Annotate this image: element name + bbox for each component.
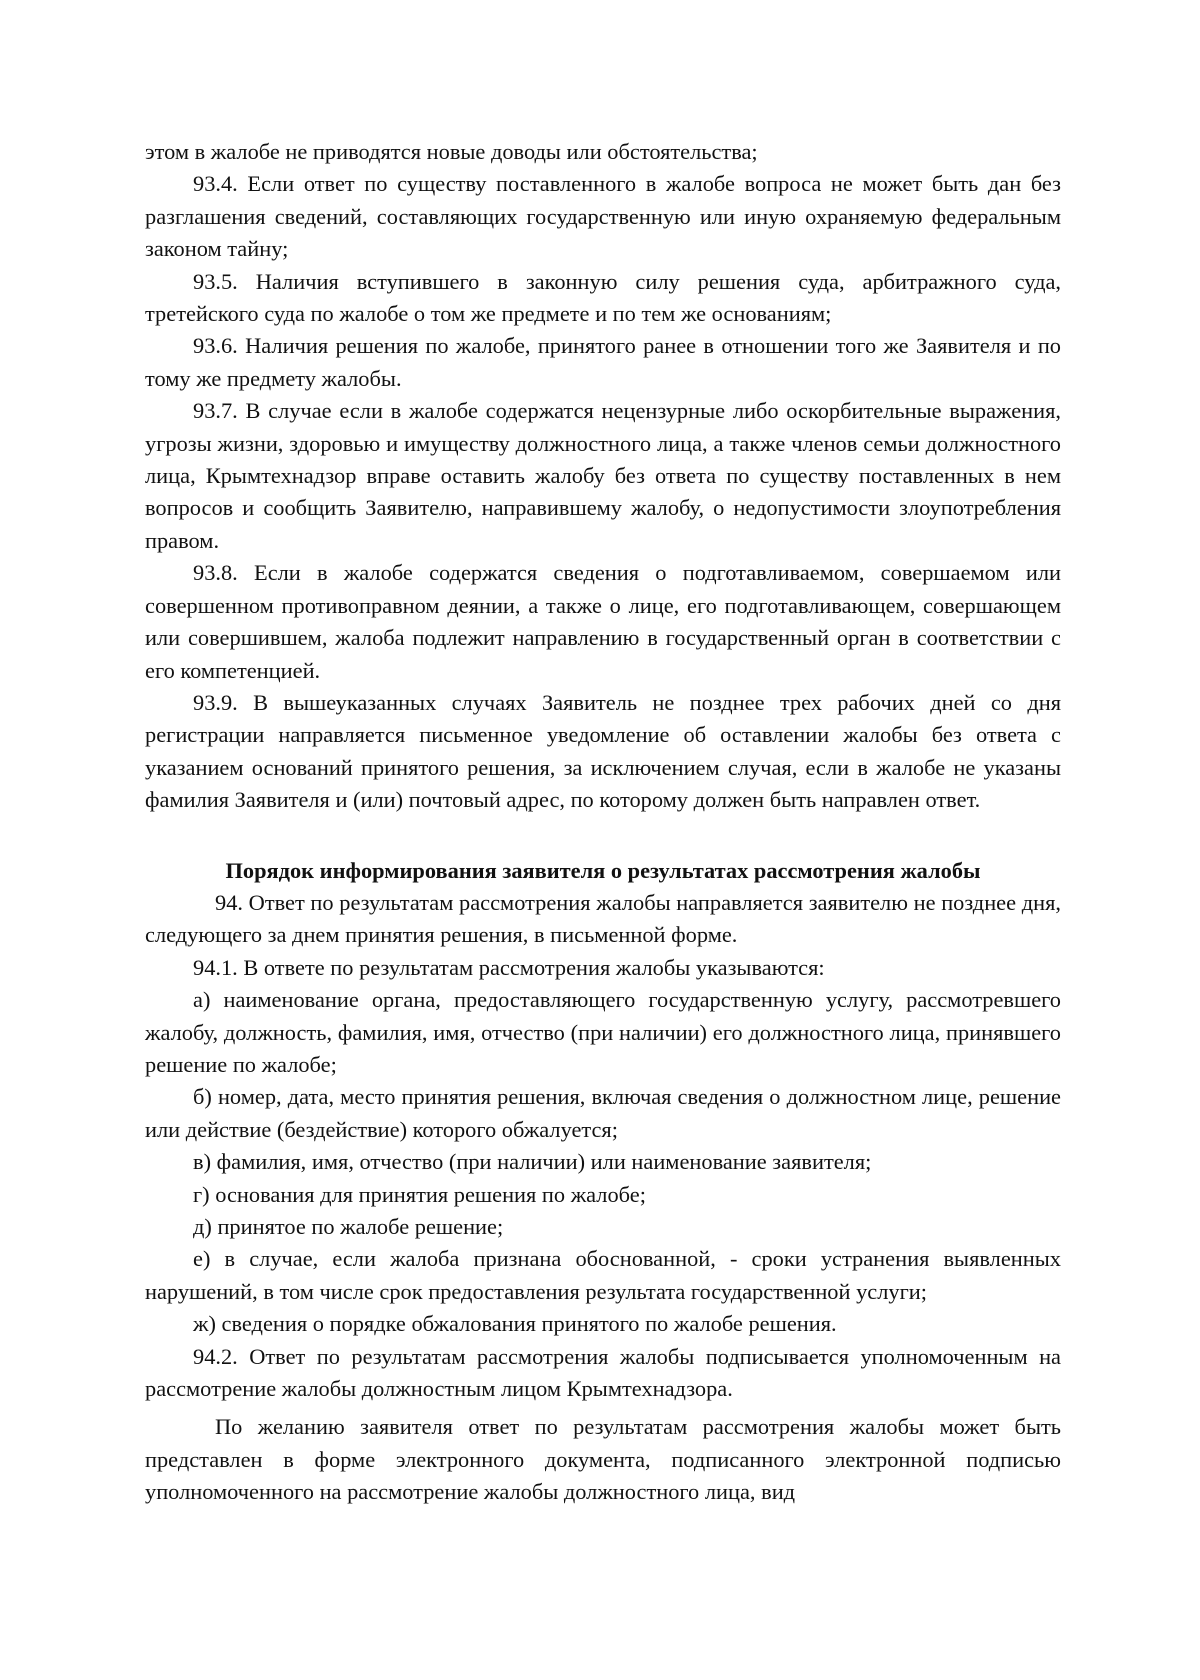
paragraph-94: 94. Ответ по результатам рассмотрения жалобы направляется заявителю не позднее дня, следующего за днем принятия решения, в письменной форме. — [145, 889, 1061, 948]
paragraph-93-6: 93.6. Наличия решения по жалобе, принятого ранее в отношении того же Заявителя и по тому же предмету жалобы. — [145, 333, 1061, 391]
section-heading: Порядок информирования заявителя о результатах рассмотрения жалобы — [225, 857, 981, 883]
paragraph-93-9: 93.9. В вышеуказанных случаях Заявитель не позднее трех рабочих дней со дня регистрации направляется письменное уведомление об оставлении жалобы без ответа с указанием оснований принятого решения, за исключением случая, если в жалобе не указаны фамилия Заявителя и (или) почтовый адрес, по которому должен быть направлен ответ. — [145, 689, 1061, 813]
paragraph-93-4: 93.4. Если ответ по существу поставленного в жалобе вопроса не может быть дан без разглашения сведений, составляющих государственную или иную охраняемую федеральным законом тайну; — [145, 171, 1061, 262]
paragraph-electronic-answer: По желанию заявителя ответ по результатам рассмотрения жалобы может быть представлен в форме электронного документа, подписанного электронной подписью уполномоченного на рассмотрение жалобы должностного лица, вид — [145, 1414, 1061, 1505]
document-page — [145, 136, 1061, 1509]
paragraph-94-2: 94.2. Ответ по результатам рассмотрения жалобы подписывается уполномоченным на рассмотрение жалобы должностным лицом Крымтехнадзора. — [145, 1343, 1061, 1402]
paragraph-94-1: 94.1. В ответе по результатам рассмотрения жалобы указываются: — [193, 954, 825, 980]
paragraph-93-7: 93.7. В случае если в жалобе содержатся нецензурные либо оскорбительные выражения, угрозы жизни, здоровью и имуществу должностного лица, а также членов семьи должностного лица, Крымтехнадзор вправе оставить жалобу без ответа по существу поставленных в нем вопросов и сообщить Заявителю, направившему жалобу, о недопустимости злоупотребления правом. — [145, 398, 1061, 553]
list-item-d: д) принятое по жалобе решение; — [193, 1214, 504, 1239]
paragraph-93-8: 93.8. Если в жалобе содержатся сведения о подготавливаемом, совершаемом или совершенном противоправном деянии, а также о лице, его подготавливающем, совершающем или совершившем, жалоба подлежит направлению в государственный орган в соответствии с его компетенцией. — [145, 560, 1061, 683]
list-item-zh: ж) сведения о порядке обжалования принятого по жалобе решения. — [193, 1311, 837, 1337]
list-item-g: г) основания для принятия решения по жалобе; — [193, 1181, 646, 1207]
paragraph-93-5: 93.5. Наличия вступившего в законную силу решения суда, арбитражного суда, третейского суда по жалобе о том же предмете и по тем же основаниям; — [145, 268, 1061, 327]
list-item-a: а) наименование органа, предоставляющего государственную услугу, рассмотревшего жалобу, должность, фамилия, имя, отчество (при наличии) его должностного лица, принявшего решение по жалобе; — [145, 987, 1061, 1077]
list-item-e: е) в случае, если жалоба признана обоснованной, - сроки устранения выявленных нарушений, в том числе срок предоставления результата государственной услуги; — [145, 1246, 1061, 1304]
paragraph-continuation: этом в жалобе не приводятся новые доводы или обстоятельства; — [145, 139, 758, 164]
list-item-b: б) номер, дата, место принятия решения, включая сведения о должностном лице, решение или действие (бездействие) которого обжалуется; — [145, 1084, 1061, 1142]
list-item-v: в) фамилия, имя, отчество (при наличии) или наименование заявителя; — [193, 1149, 872, 1175]
